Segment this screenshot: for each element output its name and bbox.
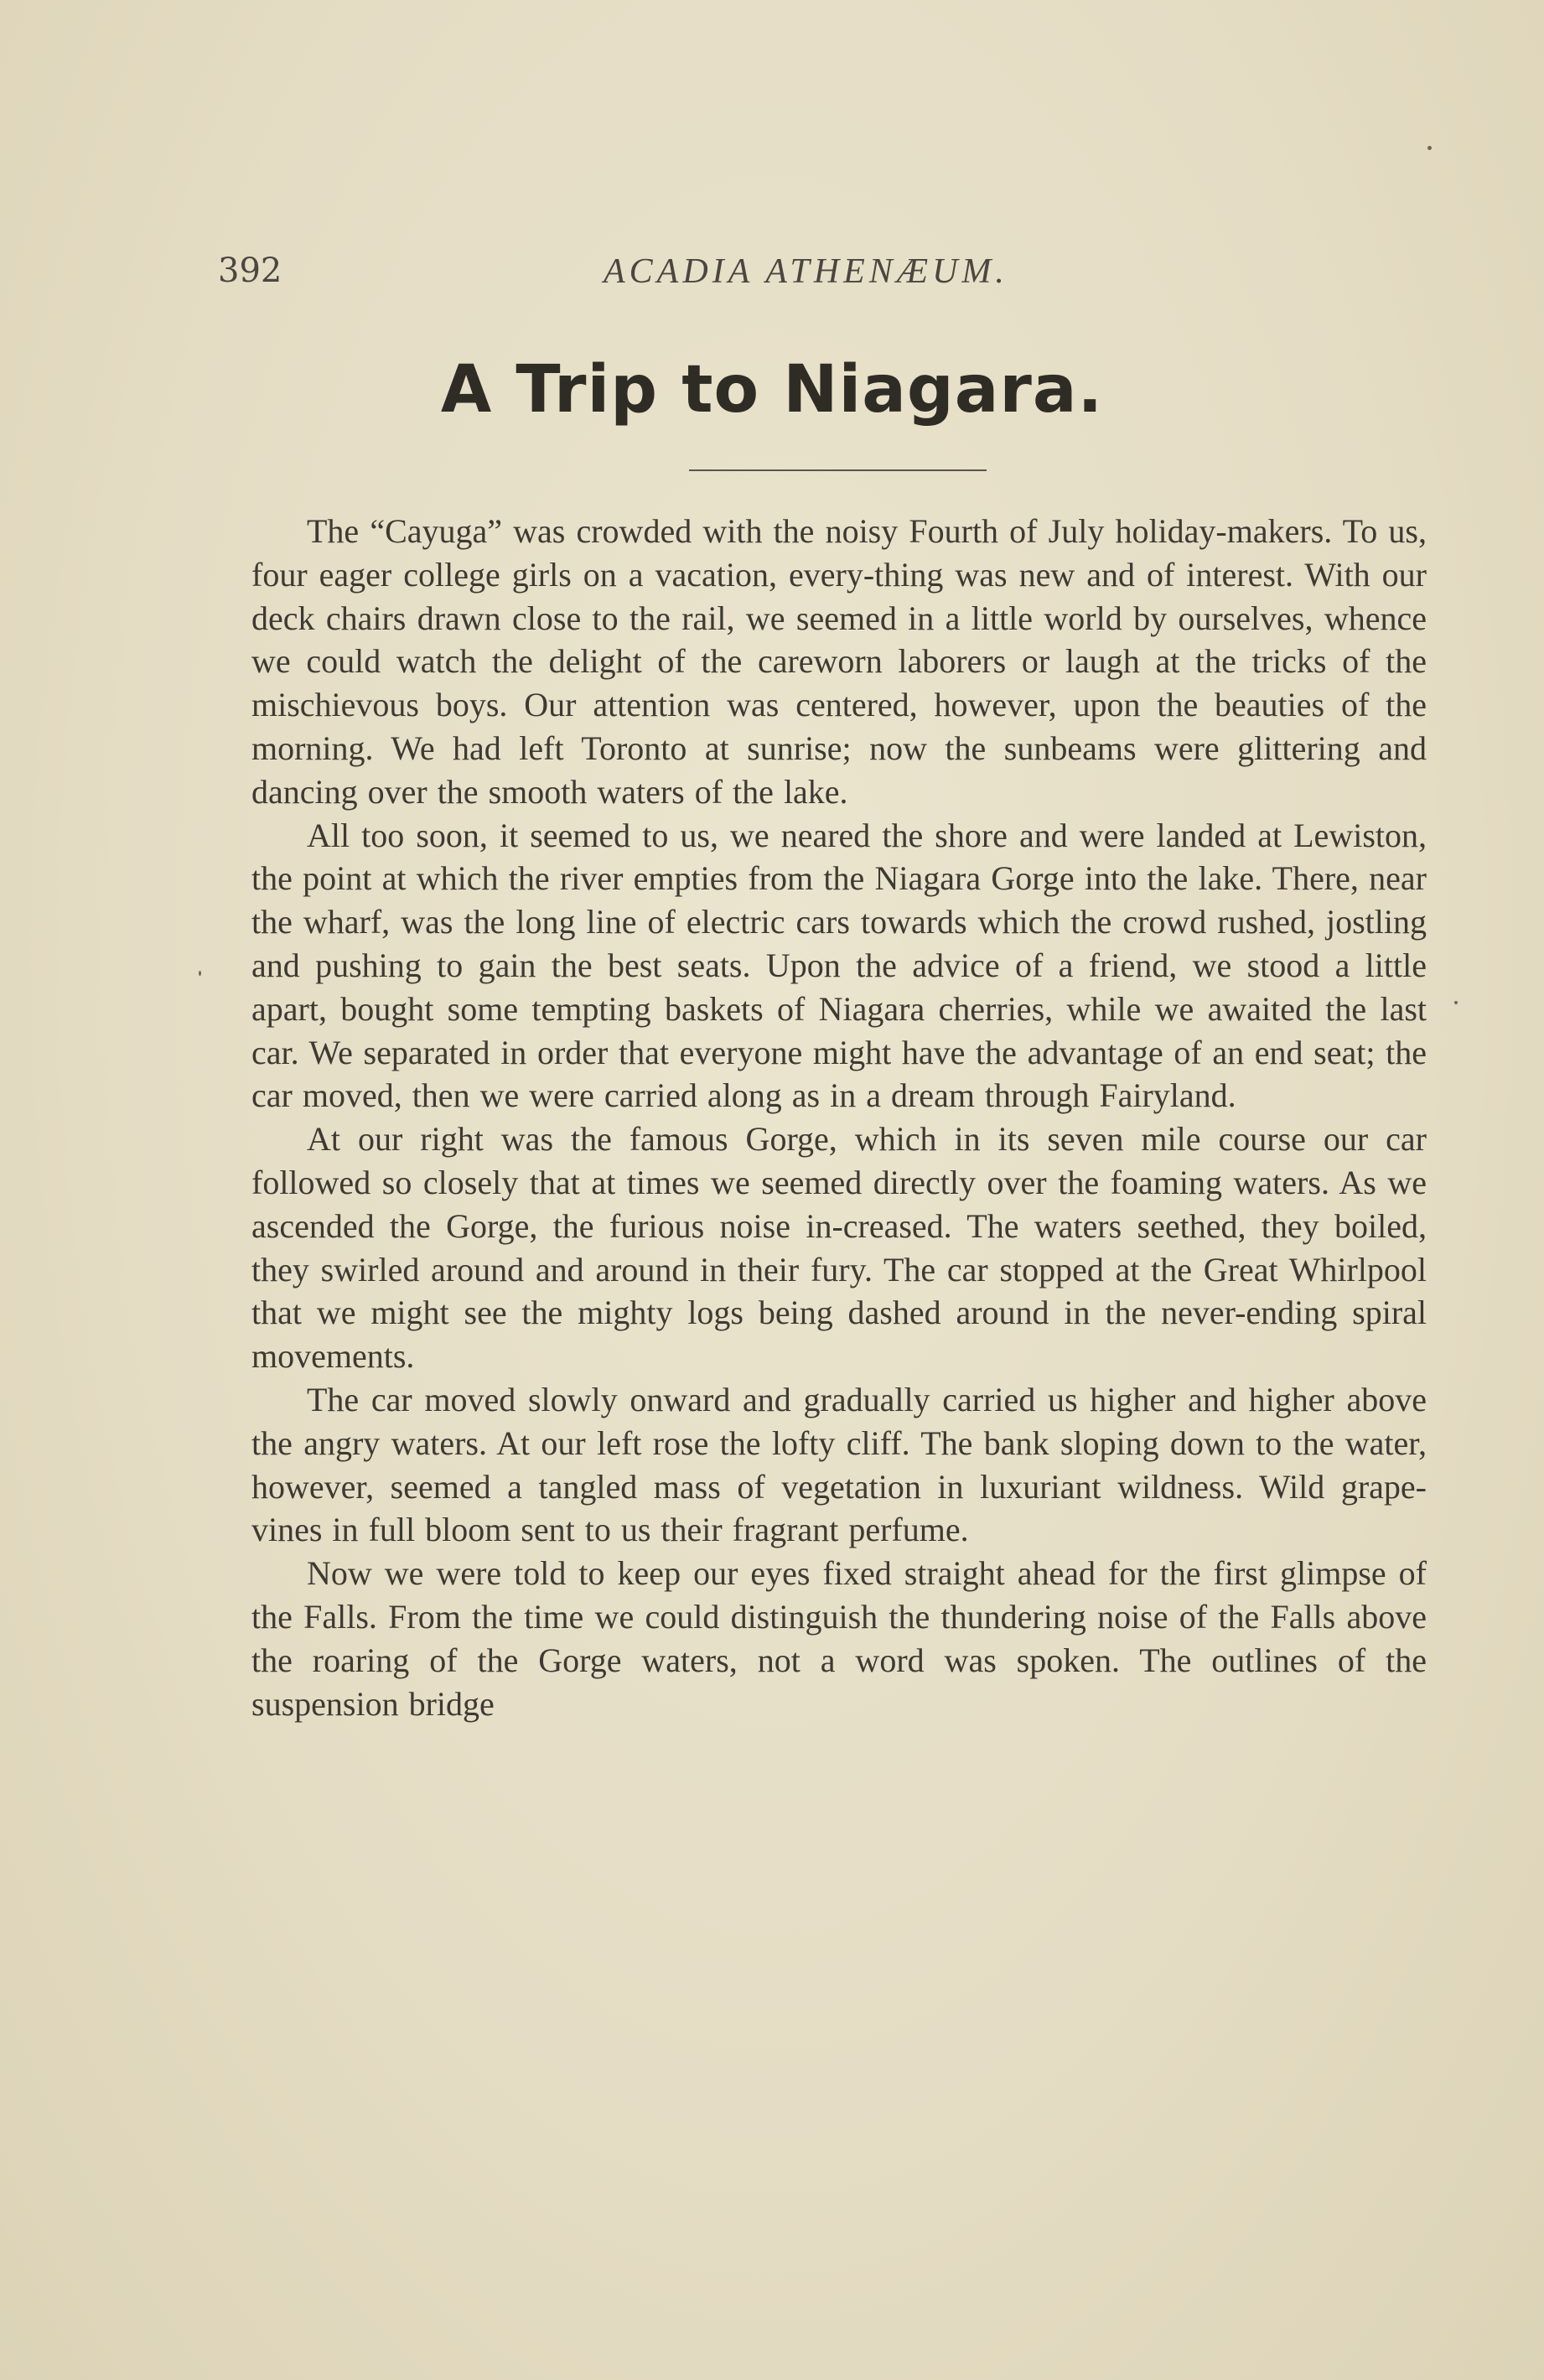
- title-divider: [689, 469, 987, 471]
- paper-speck: [1454, 1001, 1458, 1004]
- paragraph-3: At our right was the famous Gorge, which in its seven mile course our car followed so closely that at times we seemed directly over the foaming waters. As we ascended the Gorge, the furious noise in-creased. The waters seethed, they boiled, they swirled around and around in their fury. The car stopped at the Great Whirlpool that we might see the mighty logs being dashed around in the never-ending spiral movements.: [251, 1120, 1427, 1376]
- article-title: A Trip to Niagara.: [440, 352, 1104, 428]
- article-body: [251, 510, 1427, 1725]
- journal-title: ACADIA ATHENÆUM.: [604, 252, 1008, 291]
- paragraph-1: The “Cayuga” was crowded with the noisy Fourth of July holiday-makers. To us, four eager college girls on a vacation, every-thing was new and of interest. With our deck chairs drawn close to the rail, we seemed in a little world by ourselves, whence we could watch the delight of the careworn laborers or laugh at the tricks of the mischievous boys. Our attention was centered, however, upon the beauties of the morning. We had left Toronto at sunrise; now the sunbeams were glittering and dancing over the smooth waters of the lake.: [251, 512, 1427, 811]
- paragraph-2: All too soon, it seemed to us, we neared the shore and were landed at Lewiston, the point at which the river empties from the Niagara Gorge into the lake. There, near the wharf, was the long line of electric cars towards which the crowd rushed, jostling and pushing to gain the best seats. Upon the advice of a friend, we stood a little apart, bought some tempting baskets of Niagara cherries, while we awaited the last car. We separated in order that everyone might have the advantage of an end seat; the car moved, then we were carried along as in a dream through Fairyland.: [251, 816, 1427, 1115]
- running-head: [218, 251, 1425, 302]
- paragraph-5: Now we were told to keep our eyes fixed straight ahead for the first glimpse of the Falls. From the time we could distinguish the thundering noise of the Falls above the roaring of the Gorge waters, not a word was spoken. The outlines of the suspension bridge: [251, 1554, 1427, 1723]
- paper-speck: [1427, 146, 1432, 150]
- page-number: 392: [218, 251, 282, 290]
- paragraph-4: The car moved slowly onward and gradually carried us higher and higher above the angry waters. At our left rose the lofty cliff. The bank sloping down to the water, however, seemed a tangled mass of vegetation in luxuriant wildness. Wild grape-vines in full bloom sent to us their fragrant perfume.: [251, 1380, 1427, 1549]
- paper-speck: [199, 971, 201, 976]
